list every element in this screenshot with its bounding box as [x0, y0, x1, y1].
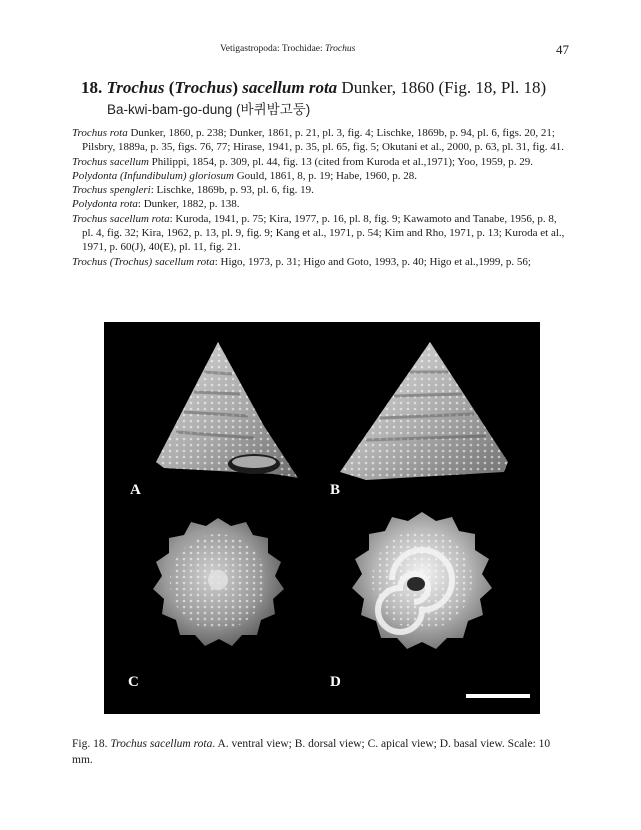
shell-view-b [340, 342, 508, 480]
page-number: 47 [556, 42, 569, 57]
shell-view-a [156, 342, 298, 478]
plate-label-c: C [128, 674, 139, 690]
caption-species: Trochus sacellum rota [110, 738, 213, 750]
running-title: Vetigastropoda: Trochidae: Trochus [220, 44, 356, 54]
caption-text: . A. ventral view; B. dorsal view; C. apical view; D. basal view. Scale: 10 mm. [72, 738, 551, 766]
species-heading [81, 78, 546, 98]
species-author: Dunker, 1860 [337, 78, 435, 97]
shell-view-c [153, 518, 284, 646]
figure-plate [104, 322, 540, 714]
synonymy-list [72, 126, 570, 269]
plate-label-b: B [330, 482, 341, 498]
shell-photographs [104, 322, 540, 714]
synonymy-entry: Trochus (Trochus) sacellum rota: Higo, 1973, p. 31; Higo and Goto, 1993, p. 40; Higo et al.,1999, p. 56; [72, 255, 531, 268]
species-number: 18. [81, 78, 103, 97]
synonymy-entry: Polydonta (Infundibulum) gloriosum Gould, 1861, 8, p. 19; Habe, 1960, p. 28. [72, 169, 417, 182]
synonymy-entry: Polydonta rota: Dunker, 1882, p. 138. [72, 198, 240, 211]
plate-label-a: A [130, 482, 141, 498]
scale-bar [466, 694, 530, 698]
synonymy-entry: Trochus spengleri: Lischke, 1869b, p. 93, pl. 6, fig. 19. [72, 184, 314, 197]
synonymy-entry: Trochus sacellum Philippi, 1854, p. 309, pl. 44, fig. 13 (cited from Kuroda et al.,1971); Yoo, 1959, p. 29. [72, 155, 533, 168]
figure-reference: (Fig. 18, Pl. 18) [434, 78, 547, 97]
figure-caption [72, 736, 572, 768]
species-genus: Trochus [106, 78, 165, 97]
vernacular-name: Ba-kwi-bam-go-dung (바퀴밤고둥) [107, 102, 311, 117]
plate-label-d: D [330, 674, 341, 690]
shell-view-d [352, 512, 492, 649]
species-epithets: sacellum rota [242, 78, 338, 97]
species-subgenus: (Trochus) [168, 78, 238, 97]
synonymy-entry: Trochus rota Dunker, 1860, p. 238; Dunker, 1861, p. 21, pl. 3, fig. 4; Lischke, 1869b, p. 94, pl. 6, figs. 20, 21; Pilsbry, 1889a, p. 35, figs. 76, 77; Hirase, 1941, p. 35, pl. 65, fig. 5; Okutani et al., 2000, p. 63, pl. 31, fig. 41. [72, 127, 565, 154]
synonymy-entry: Trochus sacellum rota: Kuroda, 1941, p. 75; Kira, 1977, p. 16, pl. 8, fig. 9; Kawamoto and Tanabe, 1956, p. 8, pl. 4, fig. 32; Kira, 1962, p. 13, pl. 9, fig. 9; Kang et al., 1971, p. 54; Kim and Rho, 1971, p. 13; Kuroda et al., 1971, p. 60(J), 40(E), pl. 11, fig. 21. [72, 212, 565, 254]
running-head [0, 44, 641, 58]
caption-label: Fig. 18. [72, 738, 111, 750]
